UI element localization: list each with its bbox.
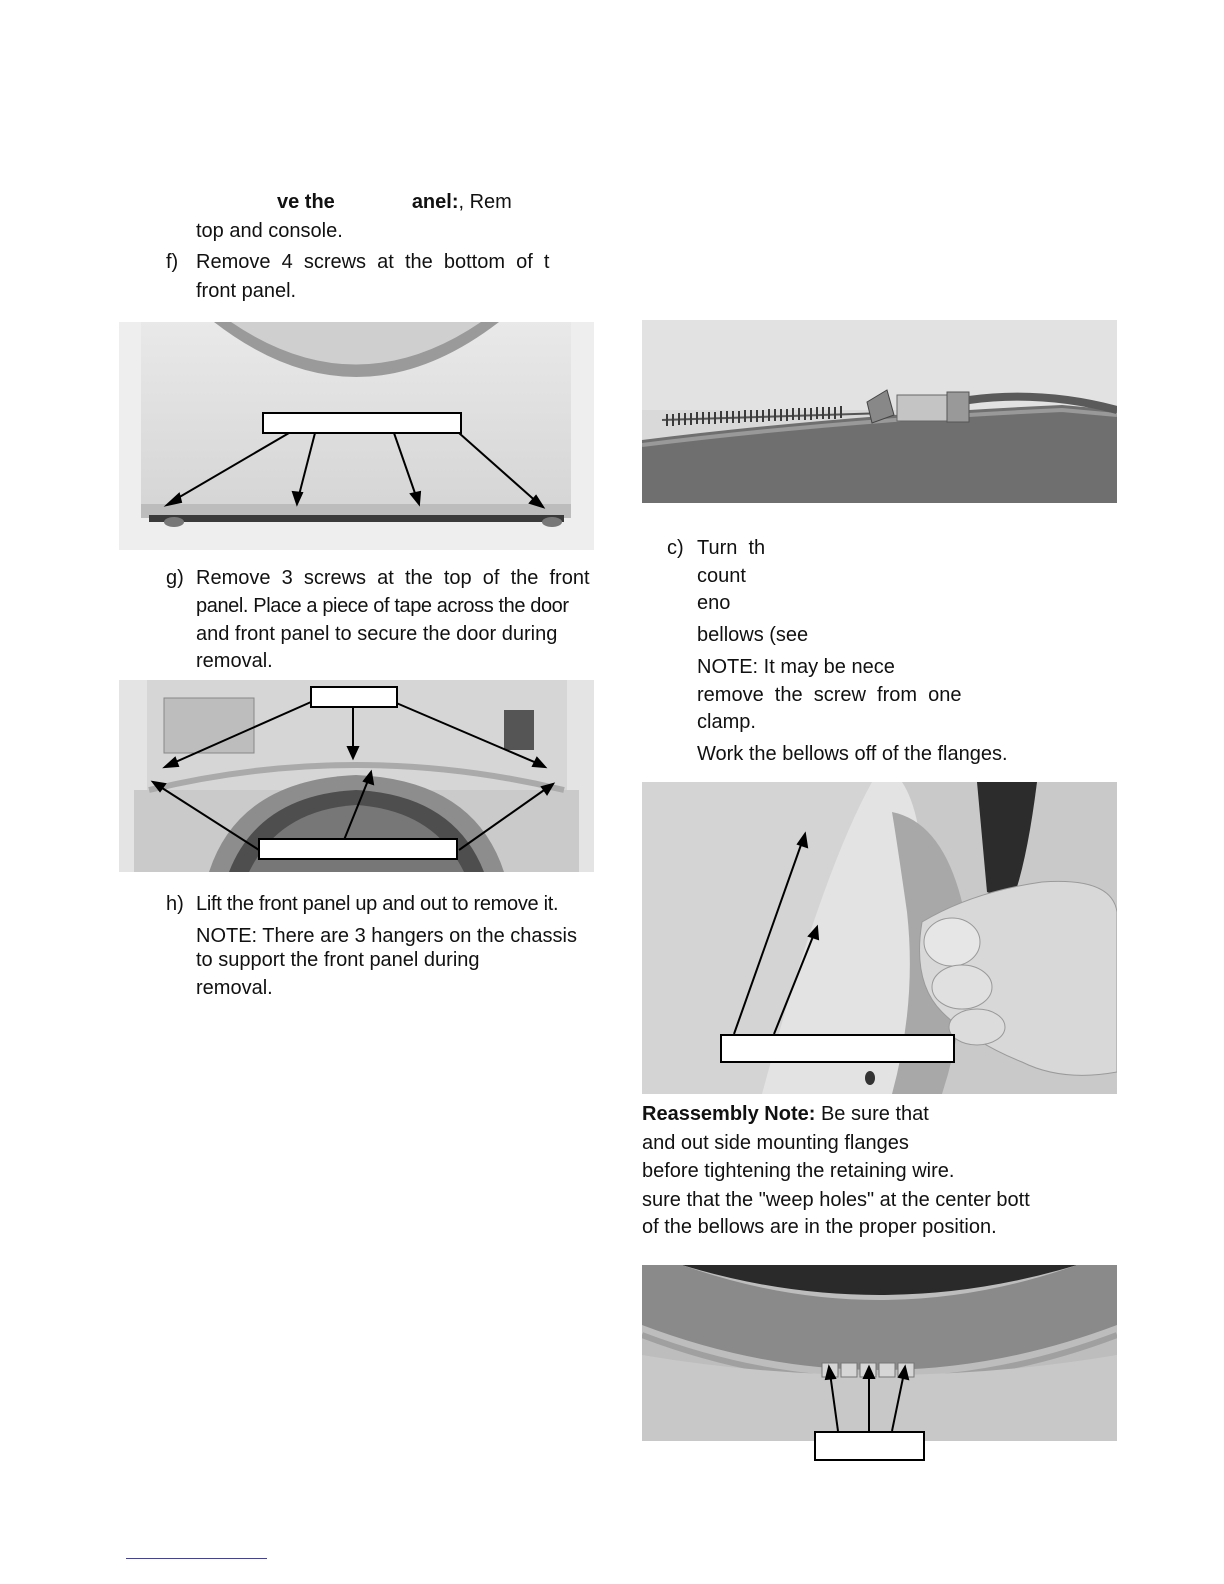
step-c-line-2: count — [697, 565, 746, 587]
step-c-line-4: bellows (see — [697, 624, 809, 646]
step-f-line-1: Remove 4 screws at the bottom of t — [196, 251, 550, 273]
reassembly-line-2: and out side mounting flanges — [642, 1132, 909, 1154]
photo-label-box — [258, 838, 458, 860]
step-g-line-4: removal. — [196, 650, 273, 672]
reassembly-text-1: Be sure that — [815, 1103, 929, 1125]
intro-bold-a: ve the — [277, 191, 335, 213]
reassembly-line-5: of the bellows are in the proper position. — [642, 1216, 997, 1238]
step-c-note-2: remove the screw from one — [697, 684, 962, 706]
step-c-line-3: eno — [697, 592, 731, 614]
step-f-marker: f) — [166, 251, 179, 273]
step-g-line-2: panel. Place a piece of tape across the door — [196, 595, 569, 617]
reassembly-line-4: sure that the "weep holes" at the center bott — [642, 1189, 1030, 1211]
photo-label-box — [720, 1034, 955, 1063]
photo-label-box — [310, 686, 398, 708]
photo-front-panel-top — [119, 680, 594, 872]
reassembly-line-1 — [642, 1100, 929, 1128]
step-h-note-1: NOTE: There are 3 hangers on the chassis — [196, 925, 577, 947]
photo-label-box — [262, 412, 462, 434]
step-h-note-2: to support the front panel during — [196, 949, 480, 971]
step-c-note-3: clamp. — [697, 711, 756, 733]
step-c-line-1: Turn th — [697, 537, 766, 559]
step-c-note-1: NOTE: It may be nece — [697, 656, 895, 678]
intro-line-1 — [277, 188, 512, 216]
intro-bold-b: anel: — [411, 191, 459, 213]
step-g-line-3: and front panel to secure the door during — [196, 623, 558, 645]
reassembly-line-3: before tightening the retaining wire. — [642, 1160, 955, 1182]
step-c-marker: c) — [667, 537, 684, 559]
photo-bellows-removal — [642, 782, 1117, 1094]
reassembly-label: Reassembly Note: — [642, 1103, 816, 1125]
footer-link-underline — [126, 1558, 267, 1559]
step-g-marker: g) — [166, 567, 184, 589]
step-h-line-1: Lift the front panel up and out to remove it. — [196, 893, 559, 915]
step-c-line-5: Work the bellows off of the flanges. — [697, 743, 1008, 765]
intro-line-2: top and console. — [196, 220, 343, 242]
intro-rest: , Rem — [458, 191, 512, 213]
step-h-note-3: removal. — [196, 977, 273, 999]
step-f-line-2: front panel. — [196, 280, 297, 302]
photo-retaining-wire — [642, 320, 1117, 503]
photo-front-panel-bottom — [119, 322, 594, 550]
photo-label-box — [814, 1431, 925, 1461]
step-g-line-1: Remove 3 screws at the top of the front — [196, 567, 590, 589]
photo-weep-holes — [642, 1265, 1117, 1441]
step-h-marker: h) — [166, 893, 184, 915]
